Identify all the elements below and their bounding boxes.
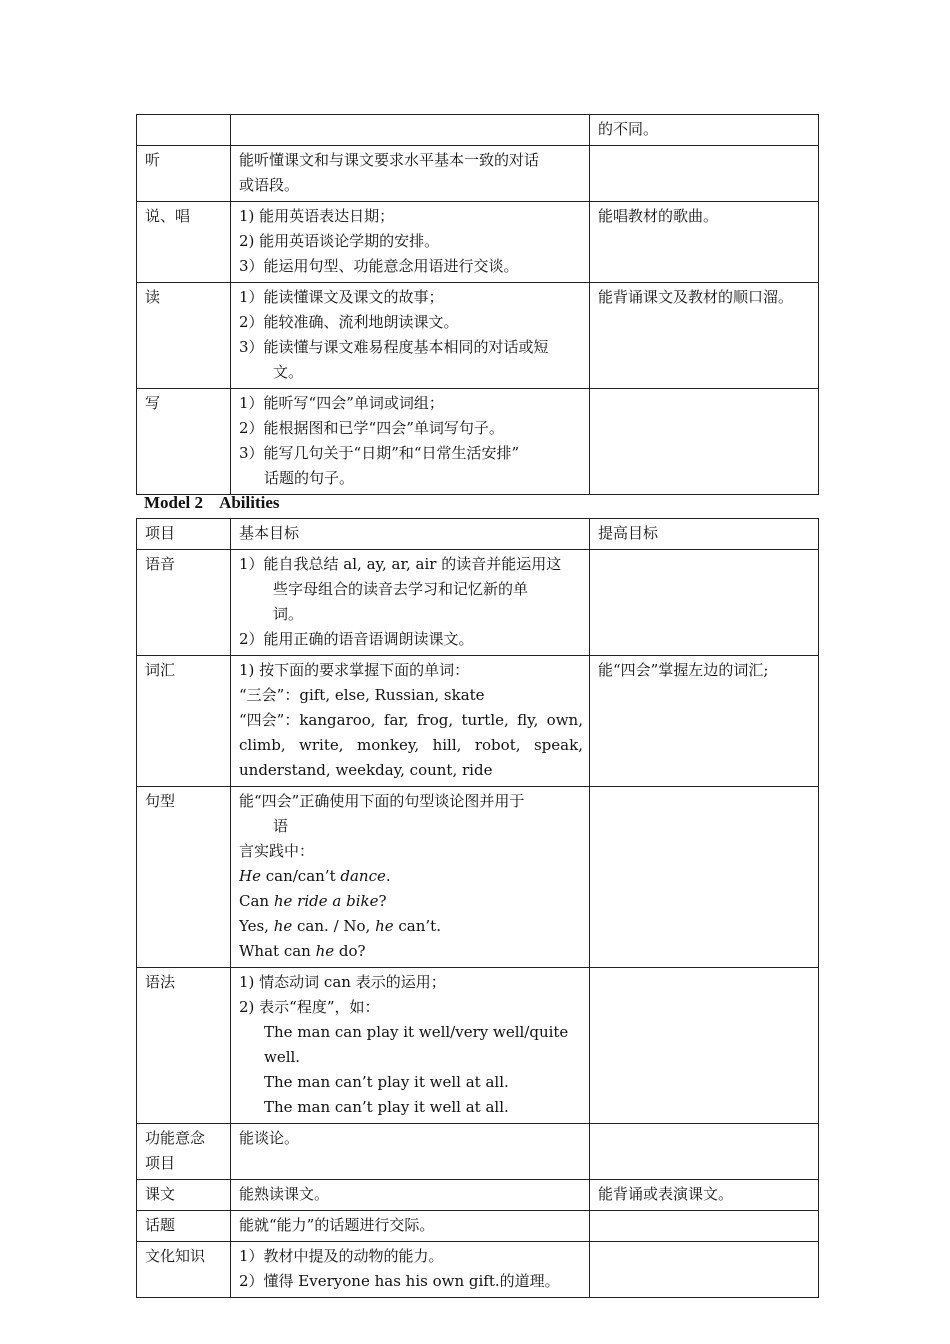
- item-cell: 句型: [137, 787, 231, 968]
- basic-goal-cell: 1) 按下面的要求掌握下面的单词： “三会”：gift, else, Russian, skate “四会”：kangaroo, far, frog, turtle, fly, own, climb, write, monkey, hill, robot, speak, understand, weekday, count, ride: [231, 656, 590, 787]
- vocab-four-line-1: “四会”：kangaroo, far, frog, turtle, fly, own,: [239, 711, 583, 729]
- basic-goal-cell: 1）能自我总结 al, ay, ar, air 的读音并能运用这 些字母组合的读音去学习和记忆新的单 词。 2）能用正确的语音语调朗读课文。: [231, 550, 590, 656]
- table-row: [137, 389, 819, 495]
- advanced-goal-cell: [590, 1124, 819, 1180]
- module2-objectives-table: [136, 518, 819, 1298]
- item-cell: 语音: [137, 550, 231, 656]
- table-row: [137, 968, 819, 1124]
- advanced-goal-cell: 能背诵课文及教材的顺口溜。: [590, 283, 819, 389]
- basic-goal-cell: 能熟读课文。: [231, 1180, 590, 1211]
- advanced-goal-cell: [590, 389, 819, 495]
- basic-goal-cell: 1) 情态动词 can 表示的运用； 2) 表示“程度”，如： The man can play it well/very well/quite well. The man can’t play it well at all. The man can’t play it well at all.: [231, 968, 590, 1124]
- table-header-row: [137, 519, 819, 550]
- sentence-pattern-4: What can he do?: [239, 942, 366, 960]
- item-cell: 文化知识: [137, 1242, 231, 1298]
- basic-goal-cell: 能谈论。: [231, 1124, 590, 1180]
- module2-heading: Model 2 Abilities: [144, 493, 280, 512]
- table-row: [137, 1242, 819, 1298]
- table-row: [137, 1180, 819, 1211]
- item-cell: 课文: [137, 1180, 231, 1211]
- advanced-goal-cell: [590, 1211, 819, 1242]
- item-cell: 词汇: [137, 656, 231, 787]
- table-row: [137, 550, 819, 656]
- item-cell: 写: [137, 389, 231, 495]
- advanced-goal-cell: 能“四会”掌握左边的词汇;: [590, 656, 819, 787]
- item-cell: 话题: [137, 1211, 231, 1242]
- sentence-pattern-3: Yes, he can. / No, he can’t.: [239, 917, 441, 935]
- advanced-goal-cell: 能唱教材的歌曲。: [590, 202, 819, 283]
- advanced-goal-cell: 能背诵或表演课文。: [590, 1180, 819, 1211]
- table-row: [137, 1211, 819, 1242]
- sentence-pattern-2: Can he ride a bike?: [239, 892, 387, 910]
- header-basic-goal: 基本目标: [231, 519, 590, 550]
- basic-goal-cell: [231, 115, 590, 146]
- table-row: [137, 202, 819, 283]
- vocab-four-line-2: climb, write, monkey, hill, robot, speak,: [239, 736, 583, 754]
- table-row: [137, 115, 819, 146]
- advanced-goal-cell: [590, 550, 819, 656]
- item-cell: 听: [137, 146, 231, 202]
- basic-goal-cell: 能就“能力”的话题进行交际。: [231, 1211, 590, 1242]
- table-row: [137, 283, 819, 389]
- advanced-goal-cell: 的不同。: [590, 115, 819, 146]
- advanced-goal-cell: [590, 146, 819, 202]
- basic-goal-cell: 1）教材中提及的动物的能力。 2）懂得 Everyone has his own gift.的道理。: [231, 1242, 590, 1298]
- basic-goal-cell: 1）能听写“四会”单词或词组； 2）能根据图和已学“四会”单词写句子。 3）能写几句关于“日期”和“日常生活安排” 话题的句子。: [231, 389, 590, 495]
- header-item: 项目: [137, 519, 231, 550]
- item-cell: 语法: [137, 968, 231, 1124]
- item-cell: 功能意念 项目: [137, 1124, 231, 1180]
- basic-goal-cell: 能“四会”正确使用下面的句型谈论图并用于 语 言实践中： He can/can’t dance. Can he ride a bike? Yes, he can. / No, he can’t. What can he do?: [231, 787, 590, 968]
- item-cell: 说、唱: [137, 202, 231, 283]
- advanced-goal-cell: [590, 968, 819, 1124]
- basic-goal-cell: 1）能读懂课文及课文的故事； 2）能较准确、流利地朗读课文。 3）能读懂与课文难易程度基本相同的对话或短 文。: [231, 283, 590, 389]
- basic-goal-cell: 1) 能用英语表达日期； 2) 能用英语谈论学期的安排。 3）能运用句型、功能意念用语进行交谈。: [231, 202, 590, 283]
- header-advanced-goal: 提高目标: [590, 519, 819, 550]
- basic-goal-cell: 能听懂课文和与课文要求水平基本一致的对话 或语段。: [231, 146, 590, 202]
- item-cell: [137, 115, 231, 146]
- module1-objectives-table: [136, 114, 819, 495]
- item-cell: 读: [137, 283, 231, 389]
- sentence-pattern-1: He can/can’t dance.: [239, 867, 391, 885]
- advanced-goal-cell: [590, 787, 819, 968]
- table-row: [137, 146, 819, 202]
- table-row: [137, 787, 819, 968]
- table-row: [137, 1124, 819, 1180]
- advanced-goal-cell: [590, 1242, 819, 1298]
- table-row: [137, 656, 819, 787]
